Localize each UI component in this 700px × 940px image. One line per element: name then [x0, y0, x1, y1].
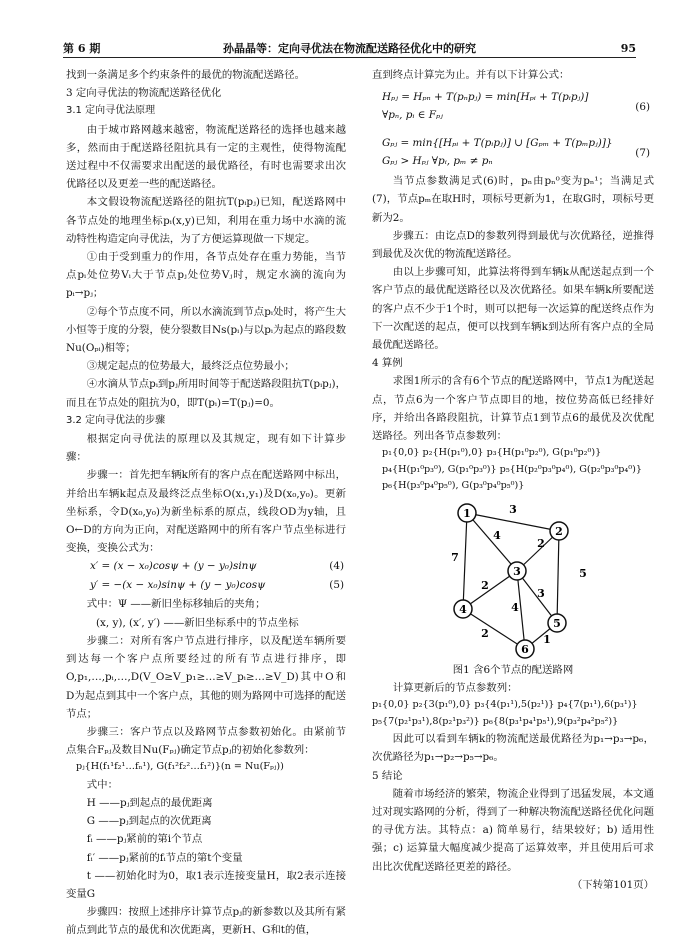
equation-number: (5)	[329, 579, 344, 592]
paragraph: 计算更新后的节点参数列：	[392, 681, 518, 694]
edge-weight: 3	[509, 502, 517, 516]
edge-weight: 2	[537, 536, 545, 550]
rule-item: ②每个节点度不同，所以水滴流到节点pᵢ处时，将产生大小恒等于度的分裂，使分裂数目Ns(pᵢ)与以pᵢ为起点的路段数Nu(Oₚᵢ)相等；	[66, 305, 346, 355]
node-label: 3	[513, 564, 521, 578]
paragraph: 随着市场经济的繁荣，物流企业得到了迅猛发展，本文通过对现实路网的分析，得到了一种解决物流配送路径优化问题的寻优方法。其特点：a) 简单易行，结果较好；b) 适用性强；c) 运算量大幅度减少提高了运算效率，并且使用后可求出比次优配送路径更差的路径。	[372, 787, 654, 873]
edge-weight: 3	[537, 586, 545, 600]
paragraph: 因此可以看到车辆k的物流配送最优路径为p₁→p₃→p₆，次优路径为p₁→p₂→p₅→p₆。	[372, 733, 654, 764]
page-header	[63, 38, 636, 58]
paragraph: 当节点参数满足式(6)时，pₙ由pₙ⁰变为pₙ¹；当满足式(7)，节点pₘ在取H时，项标号更新为1，在取G时，项标号更新为2。	[372, 175, 654, 224]
node-label: 6	[521, 642, 529, 656]
paragraph: 找到一条满足多个约束条件的最优的物流配送路径。	[66, 69, 305, 81]
equation	[66, 576, 346, 595]
equation-body: Hₚⱼ = Hₚₙ + T(pₙpⱼ) = min[Hₚᵢ + T(pᵢpⱼ)]	[382, 91, 589, 104]
running-title: 孙晶晶等：定向寻优法在物流配送路径优化中的研究	[223, 42, 476, 55]
equation-body: ∀pₙ, pᵢ ∈ Fₚⱼ	[382, 109, 443, 122]
section-heading: 5 结论	[372, 769, 403, 782]
step-paragraph: 步骤五：由讫点D的参数列得到最优与次优路径，逆推得到最优及次优的物流配送路径。	[372, 229, 654, 261]
rule-item: ①由于受到重力的作用，各节点处存在重力势能，当节点pᵢ处位势Vᵢ大于节点pⱼ处位势Vⱼ时，规定水滴的流向为pᵢ→pⱼ；	[66, 251, 346, 300]
node-label: 2	[555, 524, 563, 538]
rule-item: ④水滴从节点pᵢ到pⱼ所用时间等于配送路段阻抗T(pᵢpⱼ)，而且在节点处的阻抗为0，即T(pᵢ)=T(pⱼ)=0。	[66, 378, 346, 409]
section-heading: 4 算例	[372, 357, 403, 370]
edge-weight: 1	[543, 632, 551, 646]
parameter-list: pⱼ{H(f₁¹f₂¹…fₙ¹), G(f₁²f₂²…f₁²)}(n = Nu(Fₚⱼ))	[76, 761, 284, 773]
edge-3-4	[463, 571, 517, 609]
equation	[66, 557, 346, 576]
subsection-heading: 3.2 定向寻优法的步骤	[66, 414, 166, 426]
edge-weight: 2	[481, 578, 489, 592]
paragraph: 直到终点计算完为止。并有以下计算公式：	[372, 69, 570, 81]
parameter-list: p₆{H(p₃⁰p₄⁰p₅⁰), G(p₃⁰p₄⁰p₅⁰)}	[382, 480, 525, 492]
definition: fᵢ ——pⱼ紧前的第i个节点	[86, 833, 203, 846]
equation-number: (7)	[635, 147, 650, 160]
definition: 式中：	[86, 778, 118, 791]
paragraph: 根据定向寻优法的原理以及其规定，现有如下计算步骤：	[66, 433, 346, 464]
paragraph: 本文假设物流配送路径的阻抗T(pᵢpⱼ)已知，配送路网中各节点处的地理坐标pᵢ(x,y)已知，利用在重力场中水滴的流动特性构造定向寻优法，为了方便运算现做一下规定。	[66, 196, 346, 245]
figure-caption: 图1 含6个节点的配送路网	[452, 663, 574, 676]
parameter-list: p₄{H(p₁⁰p₃⁰), G(p₁⁰p₃⁰)} p₅{H(p₂⁰p₃⁰p₄⁰), G(p₂⁰p₃⁰p₄⁰)}	[382, 463, 642, 475]
definition: H ——pⱼ到起点的最优距离	[86, 797, 213, 810]
parameter-list: p₁{0,0} p₂{H(p₁⁰),0} p₃{H(p₁⁰p₂⁰), G(p₁⁰p₂⁰)}	[382, 447, 602, 459]
equation-body: y′ = −(x − x₀)sinψ + (y − y₀)cosψ	[90, 579, 266, 592]
rule-item: ③规定起点的位势最大，最终泛点位势最小；	[86, 360, 295, 373]
equation-7	[372, 134, 654, 172]
step-paragraph: 步骤四：按照上述排序计算节点pⱼ的新参数以及其所有紧前点到此节点的最优和次优距离，更新H、G和t的值，	[66, 906, 346, 937]
edge-weight: 2	[481, 626, 489, 640]
edge-weight: 5	[579, 566, 587, 580]
definition: t ——初始化时为0，取1表示连接变量H，取2表示连接变量G	[66, 869, 346, 901]
edge-4-6	[463, 609, 525, 649]
definition: 式中：Ψ ——新旧坐标移轴后的夹角；	[86, 598, 266, 611]
step-paragraph: 步骤二：对所有客户节点进行排序，以及配送车辆所要到达每一个客户点所要经过的所有节点进行排序，即O,p₁,…,pᵢ,…,D(V_O≥V_p₁≥…≥V_pᵢ≥…≥V_D)其中O和D为起点到其中一个客户点，其他的则为路网中可选择的配送节点；	[66, 634, 346, 720]
step-paragraph: 步骤一：首先把车辆k所有的客户点在配送路网中标出，并给出车辆k起点及最终泛点坐标O(x₁,y₁)及D(x₀,y₀)。更新坐标系，令D(x₀,y₀)为新坐标系的原点，线段OD为y轴，且O←D的方向为正向，对配送路网中的所有客户节点坐标进行变换，变换公式为：	[66, 469, 346, 555]
network-figure	[433, 499, 593, 659]
section-heading: 3 定向寻优法的物流配送路径优化	[66, 87, 222, 100]
paragraph: 由于城市路网越来越密，物流配送路径的选择也越来越多，然而由于配送路径阻抗具有一定的主观性，使得物流配送过程中不仅需要求出配送的最优路径，有时也需要求出次优路径以及更差一些的配送路径。	[66, 123, 346, 191]
definition: (x, y), (x′, y′) ——新旧坐标系中的节点坐标	[96, 616, 299, 629]
equation-6	[372, 88, 654, 126]
left-column	[66, 66, 346, 940]
right-column	[372, 66, 654, 894]
definition: G ——pⱼ到起点的次优距离	[86, 815, 212, 828]
equation-number: (6)	[635, 101, 650, 114]
parameter-list: p₁{0,0} p₂{3(p₁⁰),0} p₃{4(p₁¹),5(p₂¹)} p₄{7(p₁¹),6(p₃¹)}	[372, 699, 638, 711]
equation-body: Gₚⱼ = min{[Hₚᵢ + T(pᵢpⱼ)] ∪ [Gₚₘ + T(pₘpⱼ)]}	[382, 137, 613, 150]
edge-2-5	[557, 531, 559, 623]
edge-weight: 4	[511, 600, 519, 614]
step-paragraph: 步骤三：客户节点以及路网节点参数初始化。由紧前节点集合Fₚⱼ及数目Nu(Fₚⱼ)确定节点pⱼ的初始化参数列：	[66, 725, 346, 757]
equation-number: (4)	[329, 560, 344, 573]
continuation-note: （下转第101页）	[571, 878, 654, 891]
node-label: 5	[553, 616, 561, 630]
edge-1-4	[463, 513, 467, 609]
paragraph: 求图1所示的含有6个节点的配送路网中，节点1为配送起点，节点6为一个客户节点即目的地，按位势高低已经排好序，并给出各路段阻抗，计算节点1到节点6的最优及次优配送路径。列出各节点参数列：	[372, 375, 654, 443]
edge-weight: 4	[493, 528, 501, 542]
equation-body: Gₚⱼ > Hₚⱼ ∀pᵢ, pₘ ≠ pₙ	[382, 155, 493, 168]
equation-body: x′ = (x − x₀)cosψ + (y − y₀)sinψ	[90, 560, 257, 573]
page-number: 95	[620, 42, 636, 55]
node-label: 4	[459, 602, 467, 616]
node-label: 1	[463, 506, 471, 520]
issue-number: 第 6 期	[63, 42, 101, 55]
subsection-heading: 3.1 定向寻优法原理	[66, 105, 156, 117]
paragraph: 由以上步骤可知，此算法将得到车辆k从配送起点到一个客户节点的最优配送路径以及次优路径。如果车辆k所要配送的客户点不少于1个时，则可以把每一次运算的配送终点作为下一次配送的起点，便可以找到车辆k到达所有客户点的全局最优配送路径。	[372, 266, 654, 352]
parameter-list: p₅{7(p₂¹p₃¹),8(p₂¹p₃²)} p₆{8(p₃¹p₄¹p₅¹),9(p₃²p₄²p₅²)}	[372, 715, 619, 727]
edge-weight: 7	[451, 550, 459, 564]
definition: fᵢ′ ——pⱼ紧前的fᵢ节点的第t个变量	[86, 851, 243, 864]
